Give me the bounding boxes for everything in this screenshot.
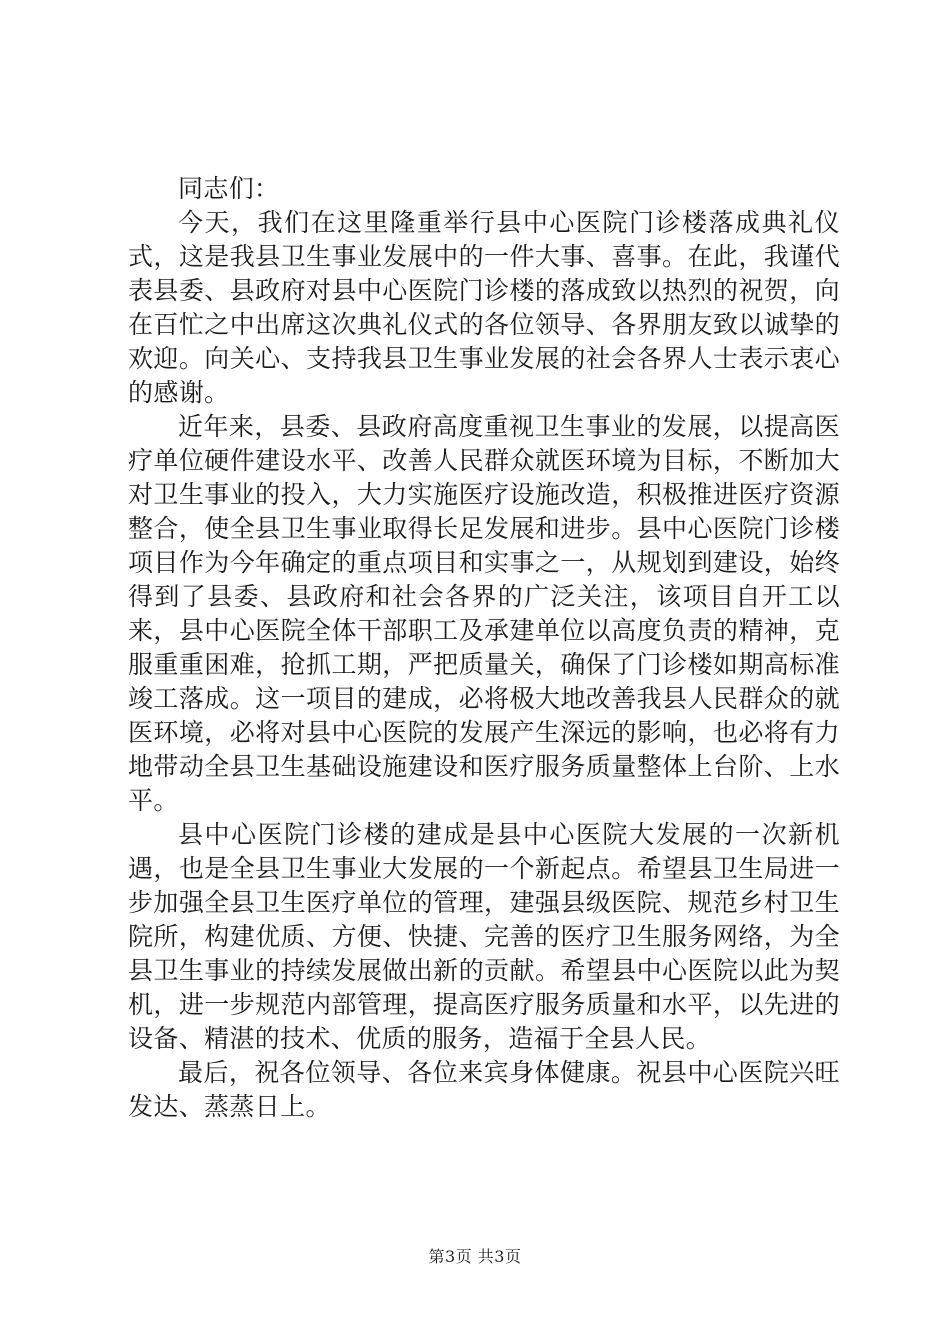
paragraph-opening: 今天，我们在这里隆重举行县中心医院门诊楼落成典礼仪式，这是我县卫生事业发展中的一件大事、喜事。在此，我谨代表县委、县政府对县中心医院门诊楼的落成致以热烈的祝贺，向在百忙之中出席这次典礼仪式的各位领导、各界朋友致以诚挚的欢迎。向关心、支持我县卫生事业发展的社会各界人士表示衷心的感谢。 [128,208,840,407]
paragraph-expectations: 县中心医院门诊楼的建成是县中心医院大发展的一次新机遇，也是全县卫生事业大发展的一个新起点。希望县卫生局进一步加强全县卫生医疗单位的管理，建强县级医院、规范乡村卫生院所，构建优质、方便、快捷、完善的医疗卫生服务网络，为全县卫生事业的持续发展做出新的贡献。希望县中心医院以此为契机，进一步规范内部管理，提高医疗服务质量和水平，以先进的设备、精湛的技术、优质的服务，造福于全县人民。 [128,820,840,1053]
page-footer: 第3页 共3页 [428,1247,522,1266]
salutation: 同志们： [178,174,280,203]
paragraph-achievements: 近年来，县委、县政府高度重视卫生事业的发展，以提高医疗单位硬件建设水平、改善人民群众就医环境为目标，不断加大对卫生事业的投入，大力实施医疗设施改造，积极推进医疗资源整合，使全县卫生事业取得长足发展和进步。县中心医院门诊楼项目作为今年确定的重点项目和实事之一，从规划到建设，始终得到了县委、县政府和社会各界的广泛关注，该项目自开工以来，县中心医院全体干部职工及承建单位以高度负责的精神，克服重重困难，抢抓工期，严把质量关，确保了门诊楼如期高标准竣工落成。这一项目的建成，必将极大地改善我县人民群众的就医环境，必将对县中心医院的发展产生深远的影响，也必将有力地带动全县卫生基础设施建设和医疗服务质量整体上台阶、上水平。 [128,412,840,815]
paragraph-closing: 最后，祝各位领导、各位来宾身体健康。祝县中心医院兴旺发达、蒸蒸日上。 [128,1058,840,1121]
speech-body [128,172,840,1124]
